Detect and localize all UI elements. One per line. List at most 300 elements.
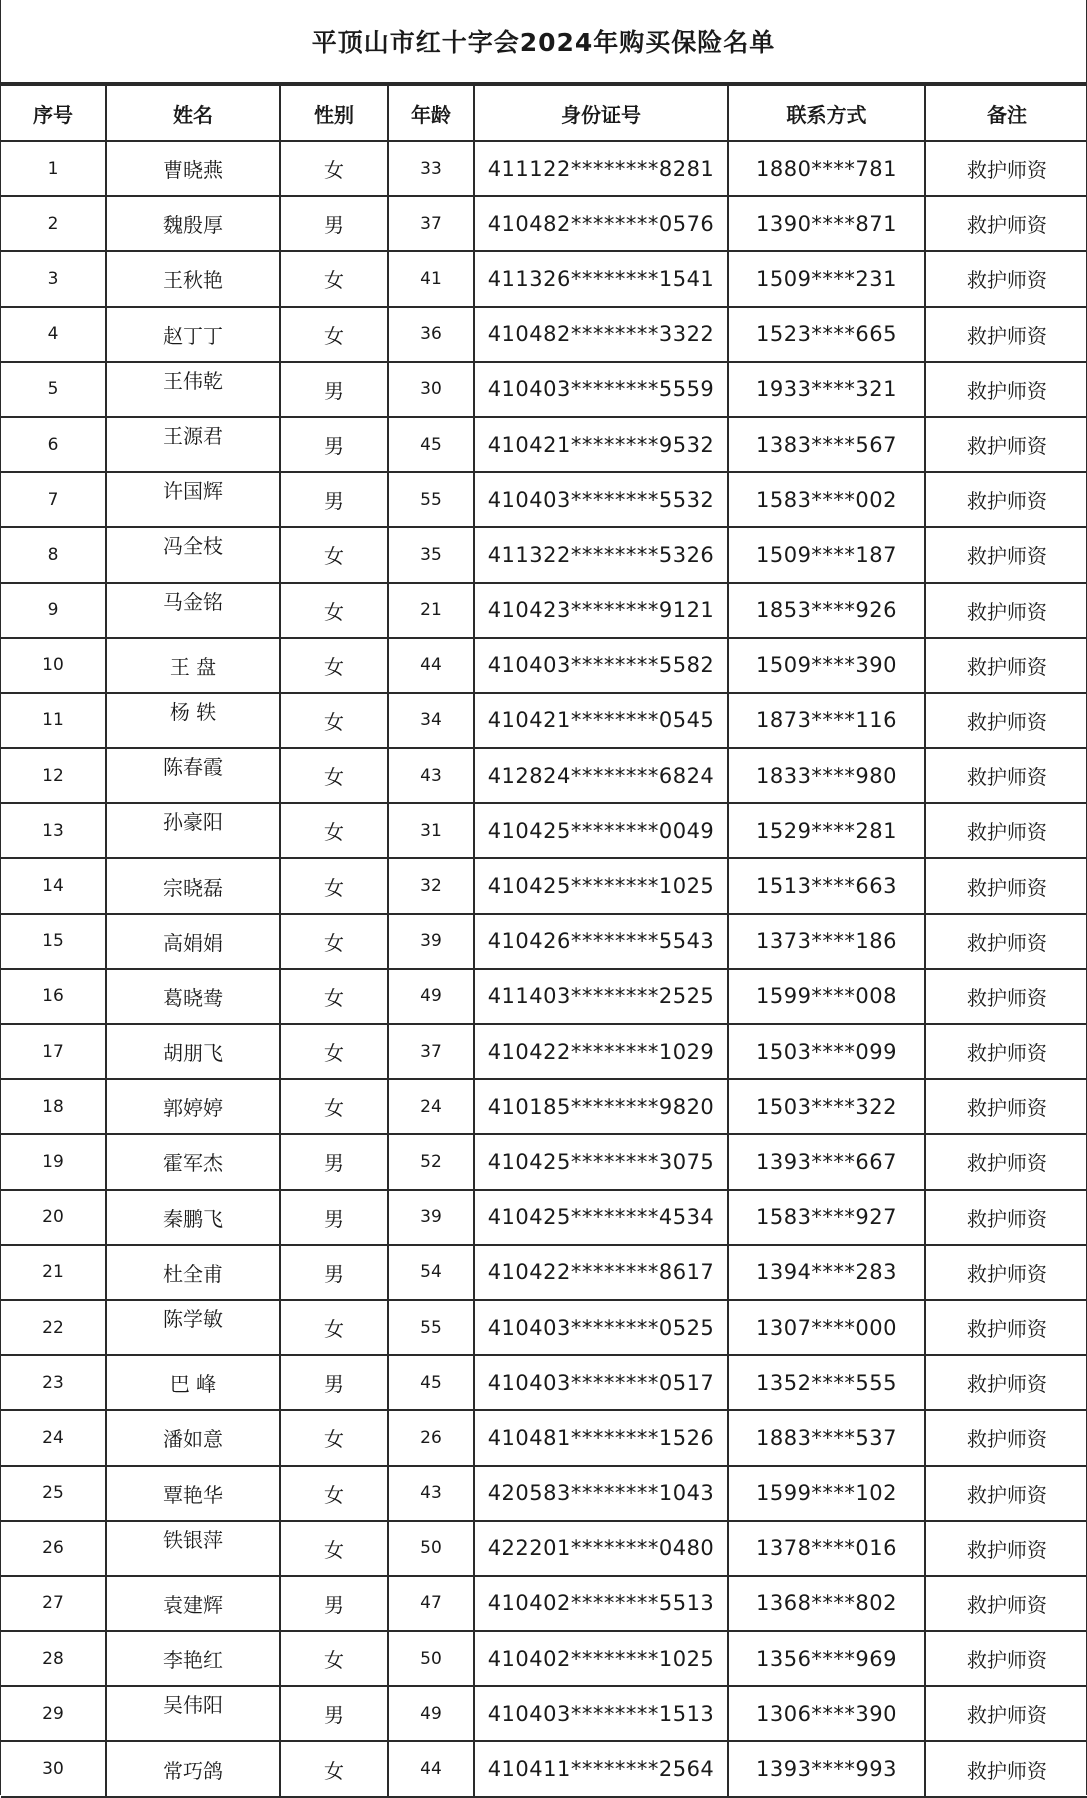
row-note-text: 救护师资 xyxy=(967,213,1047,238)
row-index-text: 2 xyxy=(47,213,59,234)
row-note-text: 救护师资 xyxy=(967,1041,1047,1066)
row-index-text: 14 xyxy=(42,876,64,897)
row-contact xyxy=(728,1521,925,1576)
row-name xyxy=(106,1466,280,1521)
row-gender xyxy=(280,1741,388,1796)
row-age xyxy=(388,1741,474,1796)
column-header-name: 姓名 xyxy=(106,85,280,141)
row-contact xyxy=(728,969,925,1024)
row-gender-text: 男 xyxy=(324,1151,344,1176)
row-gender xyxy=(280,1300,388,1355)
row-name xyxy=(106,1631,280,1686)
row-id-number-text: 420583********1043 xyxy=(487,1481,715,1506)
row-age xyxy=(388,527,474,582)
row-contact-text: 1393****993 xyxy=(755,1757,898,1782)
row-index xyxy=(1,417,106,472)
row-index xyxy=(1,969,106,1024)
row-gender-text: 女 xyxy=(324,709,344,734)
row-index xyxy=(1,1300,106,1355)
row-gender-text: 男 xyxy=(324,489,344,514)
row-id-number xyxy=(474,1024,728,1079)
row-name-text: 陈春霞 xyxy=(163,755,223,780)
row-contact xyxy=(728,307,925,362)
table-row xyxy=(1,693,1087,748)
row-contact xyxy=(728,1686,925,1741)
row-index-text: 10 xyxy=(42,655,64,676)
row-age-text: 39 xyxy=(420,1207,442,1228)
row-name xyxy=(106,527,280,582)
row-index-text: 8 xyxy=(47,544,59,565)
row-age xyxy=(388,803,474,858)
row-note-text: 救护师资 xyxy=(967,820,1047,845)
row-contact xyxy=(728,914,925,969)
row-name-text: 袁建辉 xyxy=(163,1592,223,1617)
row-note-text: 救护师资 xyxy=(967,378,1047,403)
row-gender xyxy=(280,1355,388,1410)
row-id-number xyxy=(474,1576,728,1631)
row-gender xyxy=(280,1576,388,1631)
row-name xyxy=(106,1741,280,1796)
row-id-number-text: 410425********4534 xyxy=(487,1205,715,1230)
row-note xyxy=(925,1631,1087,1686)
row-index xyxy=(1,1024,106,1079)
row-id-number-text: 410421********9532 xyxy=(487,432,715,457)
row-age-text: 30 xyxy=(420,379,442,400)
row-age-text: 55 xyxy=(420,1317,442,1338)
row-id-number xyxy=(474,693,728,748)
row-index-text: 12 xyxy=(42,765,64,786)
row-age xyxy=(388,141,474,196)
row-gender xyxy=(280,527,388,582)
row-gender-text: 女 xyxy=(324,1096,344,1121)
row-note xyxy=(925,1024,1087,1079)
row-name xyxy=(106,693,280,748)
row-index-text: 13 xyxy=(42,820,64,841)
row-index-text: 9 xyxy=(47,600,59,621)
row-note xyxy=(925,1410,1087,1465)
row-contact-text: 1383****567 xyxy=(755,432,898,457)
row-gender xyxy=(280,803,388,858)
row-contact-text: 1390****871 xyxy=(755,211,898,236)
row-name-text: 秦鹏飞 xyxy=(163,1206,223,1231)
row-age xyxy=(388,1024,474,1079)
row-id-number xyxy=(474,1300,728,1355)
row-age-text: 41 xyxy=(420,268,442,289)
row-name-text: 曹晓燕 xyxy=(163,158,223,183)
row-index xyxy=(1,748,106,803)
table-row xyxy=(1,1079,1087,1134)
row-age-text: 43 xyxy=(420,1483,442,1504)
row-name-text: 常巧鸽 xyxy=(163,1758,223,1783)
row-index-text: 18 xyxy=(42,1096,64,1117)
row-contact xyxy=(728,693,925,748)
row-gender xyxy=(280,914,388,969)
row-id-number-text: 411322********5326 xyxy=(487,542,715,567)
row-id-number xyxy=(474,1410,728,1465)
row-name xyxy=(106,858,280,913)
row-index-text: 28 xyxy=(42,1648,64,1669)
row-age-text: 44 xyxy=(420,1759,442,1780)
row-contact-text: 1352****555 xyxy=(755,1370,898,1395)
row-gender xyxy=(280,1410,388,1465)
row-index-text: 23 xyxy=(42,1372,64,1393)
row-name-text: 巴 峰 xyxy=(169,1372,217,1397)
row-note-text: 救护师资 xyxy=(967,985,1047,1010)
title-row xyxy=(1,0,1086,84)
table-row xyxy=(1,472,1087,527)
row-note xyxy=(925,1300,1087,1355)
table-row xyxy=(1,141,1087,196)
row-contact xyxy=(728,1355,925,1410)
row-note-text: 救护师资 xyxy=(967,1592,1047,1617)
row-id-number xyxy=(474,1741,728,1796)
row-age-text: 52 xyxy=(420,1151,442,1172)
row-name-text: 潘如意 xyxy=(163,1427,223,1452)
row-id-number xyxy=(474,969,728,1024)
table-row xyxy=(1,1631,1087,1686)
row-age-text: 24 xyxy=(420,1096,442,1117)
row-age-text: 37 xyxy=(420,1041,442,1062)
row-contact xyxy=(728,1741,925,1796)
table-row xyxy=(1,1521,1087,1576)
row-index xyxy=(1,858,106,913)
row-note-text: 救护师资 xyxy=(967,268,1047,293)
column-header-contact: 联系方式 xyxy=(728,85,925,141)
row-age xyxy=(388,1190,474,1245)
row-id-number-text: 410425********3075 xyxy=(487,1149,715,1174)
row-id-number xyxy=(474,914,728,969)
row-id-number xyxy=(474,583,728,638)
row-id-number xyxy=(474,858,728,913)
row-index-text: 15 xyxy=(42,931,64,952)
row-id-number-text: 411326********1541 xyxy=(487,266,715,291)
row-note xyxy=(925,638,1087,693)
table-row xyxy=(1,1190,1087,1245)
row-index-text: 20 xyxy=(42,1207,64,1228)
row-note xyxy=(925,803,1087,858)
row-index-text: 7 xyxy=(47,489,59,510)
row-id-number-text: 410411********2564 xyxy=(487,1757,715,1782)
row-age xyxy=(388,748,474,803)
row-id-number-text: 410185********9820 xyxy=(487,1094,715,1119)
table-row xyxy=(1,1686,1087,1741)
table-row xyxy=(1,1134,1087,1189)
row-age xyxy=(388,1576,474,1631)
row-index-text: 3 xyxy=(47,268,59,289)
table-row xyxy=(1,858,1087,913)
table-row xyxy=(1,803,1087,858)
row-gender-text: 女 xyxy=(324,820,344,845)
table-row xyxy=(1,914,1087,969)
row-contact-text: 1933****321 xyxy=(755,377,898,402)
row-contact xyxy=(728,1190,925,1245)
table-row xyxy=(1,638,1087,693)
row-name-text: 胡朋飞 xyxy=(163,1041,223,1066)
row-age-text: 50 xyxy=(420,1648,442,1669)
row-contact-text: 1509****231 xyxy=(755,266,898,291)
row-note xyxy=(925,1576,1087,1631)
row-note-text: 救护师资 xyxy=(967,875,1047,900)
row-age xyxy=(388,1466,474,1521)
table-row xyxy=(1,1741,1087,1796)
row-age xyxy=(388,858,474,913)
row-age xyxy=(388,251,474,306)
row-index-text: 4 xyxy=(47,324,59,345)
row-name-text: 冯全枝 xyxy=(163,534,223,559)
row-contact-text: 1368****802 xyxy=(755,1591,898,1616)
row-contact xyxy=(728,196,925,251)
table-row xyxy=(1,527,1087,582)
row-age xyxy=(388,417,474,472)
row-gender-text: 女 xyxy=(324,1317,344,1342)
row-id-number-text: 410422********1029 xyxy=(487,1039,715,1064)
row-index xyxy=(1,251,106,306)
row-note xyxy=(925,1741,1087,1796)
row-name xyxy=(106,638,280,693)
row-contact-text: 1509****390 xyxy=(755,653,898,678)
row-id-number-text: 410421********0545 xyxy=(487,708,715,733)
row-id-number xyxy=(474,251,728,306)
row-id-number-text: 410403********5532 xyxy=(487,487,715,512)
row-gender-text: 男 xyxy=(324,434,344,459)
table-row xyxy=(1,748,1087,803)
row-name xyxy=(106,1410,280,1465)
row-index xyxy=(1,472,106,527)
row-contact xyxy=(728,417,925,472)
row-note-text: 救护师资 xyxy=(967,1537,1047,1562)
table-row xyxy=(1,583,1087,638)
row-index xyxy=(1,1190,106,1245)
row-id-number xyxy=(474,1190,728,1245)
row-index xyxy=(1,583,106,638)
row-note-text: 救护师资 xyxy=(967,1206,1047,1231)
row-note xyxy=(925,251,1087,306)
row-name-text: 许国辉 xyxy=(163,479,223,504)
row-id-number xyxy=(474,362,728,417)
row-id-number xyxy=(474,527,728,582)
row-age xyxy=(388,1410,474,1465)
row-age-text: 26 xyxy=(420,1427,442,1448)
row-note-text: 救护师资 xyxy=(967,1703,1047,1728)
row-name-text: 杜全甫 xyxy=(163,1261,223,1286)
row-age-text: 55 xyxy=(420,489,442,510)
row-age-text: 37 xyxy=(420,213,442,234)
row-index xyxy=(1,638,106,693)
row-name xyxy=(106,1300,280,1355)
row-gender xyxy=(280,1079,388,1134)
row-gender-text: 女 xyxy=(324,1482,344,1507)
row-note xyxy=(925,362,1087,417)
table-row xyxy=(1,1410,1087,1465)
row-name xyxy=(106,583,280,638)
row-age xyxy=(388,638,474,693)
table-row xyxy=(1,196,1087,251)
row-id-number-text: 410403********0517 xyxy=(487,1370,715,1395)
row-gender xyxy=(280,638,388,693)
row-index-text: 11 xyxy=(42,710,64,731)
row-age-text: 34 xyxy=(420,710,442,731)
row-age xyxy=(388,693,474,748)
row-contact xyxy=(728,858,925,913)
row-name xyxy=(106,914,280,969)
row-contact xyxy=(728,1631,925,1686)
row-gender xyxy=(280,417,388,472)
page-title: 平顶山市红十字会2024年购买保险名单 xyxy=(311,28,776,57)
row-name xyxy=(106,748,280,803)
row-id-number xyxy=(474,141,728,196)
row-index-text: 5 xyxy=(47,379,59,400)
column-header-index: 序号 xyxy=(1,85,106,141)
row-name xyxy=(106,1190,280,1245)
row-gender-text: 男 xyxy=(324,1372,344,1397)
row-name-text: 王源君 xyxy=(163,424,223,449)
row-note xyxy=(925,748,1087,803)
row-id-number-text: 411122********8281 xyxy=(487,156,715,181)
row-contact xyxy=(728,1245,925,1300)
row-note xyxy=(925,472,1087,527)
row-note xyxy=(925,1134,1087,1189)
row-name-text: 杨 轶 xyxy=(169,699,217,724)
row-name xyxy=(106,1576,280,1631)
row-gender xyxy=(280,1521,388,1576)
row-contact-text: 1373****186 xyxy=(755,929,898,954)
row-index-text: 29 xyxy=(42,1703,64,1724)
row-id-number xyxy=(474,1355,728,1410)
table-row xyxy=(1,1466,1087,1521)
row-note-text: 救护师资 xyxy=(967,709,1047,734)
row-id-number-text: 410402********1025 xyxy=(487,1646,715,1671)
row-gender xyxy=(280,1134,388,1189)
table-row xyxy=(1,417,1087,472)
row-note-text: 救护师资 xyxy=(967,1261,1047,1286)
row-index-text: 19 xyxy=(42,1151,64,1172)
row-name xyxy=(106,1245,280,1300)
row-contact xyxy=(728,1134,925,1189)
row-age-text: 45 xyxy=(420,434,442,455)
row-id-number-text: 410403********5559 xyxy=(487,377,715,402)
row-id-number-text: 410425********1025 xyxy=(487,874,715,899)
row-contact-text: 1883****537 xyxy=(755,1425,898,1450)
row-index xyxy=(1,1741,106,1796)
row-gender-text: 女 xyxy=(324,268,344,293)
row-id-number xyxy=(474,1686,728,1741)
row-note-text: 救护师资 xyxy=(967,1096,1047,1121)
row-id-number-text: 411403********2525 xyxy=(487,984,715,1009)
row-gender xyxy=(280,858,388,913)
row-note-text: 救护师资 xyxy=(967,158,1047,183)
table-row xyxy=(1,307,1087,362)
row-index xyxy=(1,1410,106,1465)
row-gender xyxy=(280,472,388,527)
row-name xyxy=(106,803,280,858)
row-id-number xyxy=(474,1134,728,1189)
row-age-text: 54 xyxy=(420,1262,442,1283)
row-index xyxy=(1,1466,106,1521)
row-gender xyxy=(280,251,388,306)
row-contact xyxy=(728,1300,925,1355)
row-contact xyxy=(728,472,925,527)
row-id-number xyxy=(474,472,728,527)
row-contact xyxy=(728,638,925,693)
row-gender xyxy=(280,583,388,638)
row-gender xyxy=(280,1466,388,1521)
row-age-text: 32 xyxy=(420,876,442,897)
row-name-text: 王 盘 xyxy=(169,654,217,679)
row-age xyxy=(388,1521,474,1576)
row-age xyxy=(388,1134,474,1189)
row-note xyxy=(925,1079,1087,1134)
row-gender-text: 女 xyxy=(324,930,344,955)
row-index xyxy=(1,141,106,196)
row-index xyxy=(1,1576,106,1631)
row-note-text: 救护师资 xyxy=(967,930,1047,955)
table-row xyxy=(1,1300,1087,1355)
row-index xyxy=(1,1079,106,1134)
row-note xyxy=(925,858,1087,913)
row-index xyxy=(1,914,106,969)
row-age xyxy=(388,307,474,362)
row-name xyxy=(106,969,280,1024)
row-age xyxy=(388,969,474,1024)
row-id-number xyxy=(474,1079,728,1134)
row-name xyxy=(106,1355,280,1410)
table-row xyxy=(1,969,1087,1024)
row-note-text: 救护师资 xyxy=(967,1317,1047,1342)
row-name xyxy=(106,417,280,472)
row-name-text: 覃艳华 xyxy=(163,1482,223,1507)
row-age xyxy=(388,1686,474,1741)
row-index xyxy=(1,1521,106,1576)
row-id-number xyxy=(474,417,728,472)
row-contact xyxy=(728,583,925,638)
row-name-text: 王秋艳 xyxy=(163,268,223,293)
row-note-text: 救护师资 xyxy=(967,1758,1047,1783)
row-age-text: 49 xyxy=(420,986,442,1007)
row-age xyxy=(388,1355,474,1410)
row-contact-text: 1583****927 xyxy=(755,1205,898,1230)
row-note-text: 救护师资 xyxy=(967,1427,1047,1452)
row-name-text: 铁银萍 xyxy=(163,1527,223,1552)
roster-table xyxy=(1,84,1087,1798)
row-name xyxy=(106,1686,280,1741)
row-age xyxy=(388,583,474,638)
row-id-number xyxy=(474,1631,728,1686)
row-id-number-text: 410482********0576 xyxy=(487,211,715,236)
row-age-text: 35 xyxy=(420,544,442,565)
row-gender-text: 女 xyxy=(324,985,344,1010)
row-name xyxy=(106,1521,280,1576)
row-index-text: 30 xyxy=(42,1759,64,1780)
row-name-text: 王伟乾 xyxy=(163,368,223,393)
row-contact-text: 1513****663 xyxy=(755,874,898,899)
row-note-text: 救护师资 xyxy=(967,1151,1047,1176)
row-id-number-text: 410426********5543 xyxy=(487,929,715,954)
row-contact-text: 1833****980 xyxy=(755,763,898,788)
row-contact-text: 1503****322 xyxy=(755,1094,898,1119)
row-age-text: 45 xyxy=(420,1372,442,1393)
row-note-text: 救护师资 xyxy=(967,1372,1047,1397)
row-name-text: 霍军杰 xyxy=(163,1151,223,1176)
row-id-number-text: 410482********3322 xyxy=(487,322,715,347)
row-note xyxy=(925,1190,1087,1245)
row-note xyxy=(925,1521,1087,1576)
row-note xyxy=(925,527,1087,582)
column-header-note: 备注 xyxy=(925,85,1087,141)
row-gender-text: 男 xyxy=(324,1592,344,1617)
row-contact-text: 1356****969 xyxy=(755,1646,898,1671)
table-row xyxy=(1,1024,1087,1079)
row-contact-text: 1393****667 xyxy=(755,1149,898,1174)
